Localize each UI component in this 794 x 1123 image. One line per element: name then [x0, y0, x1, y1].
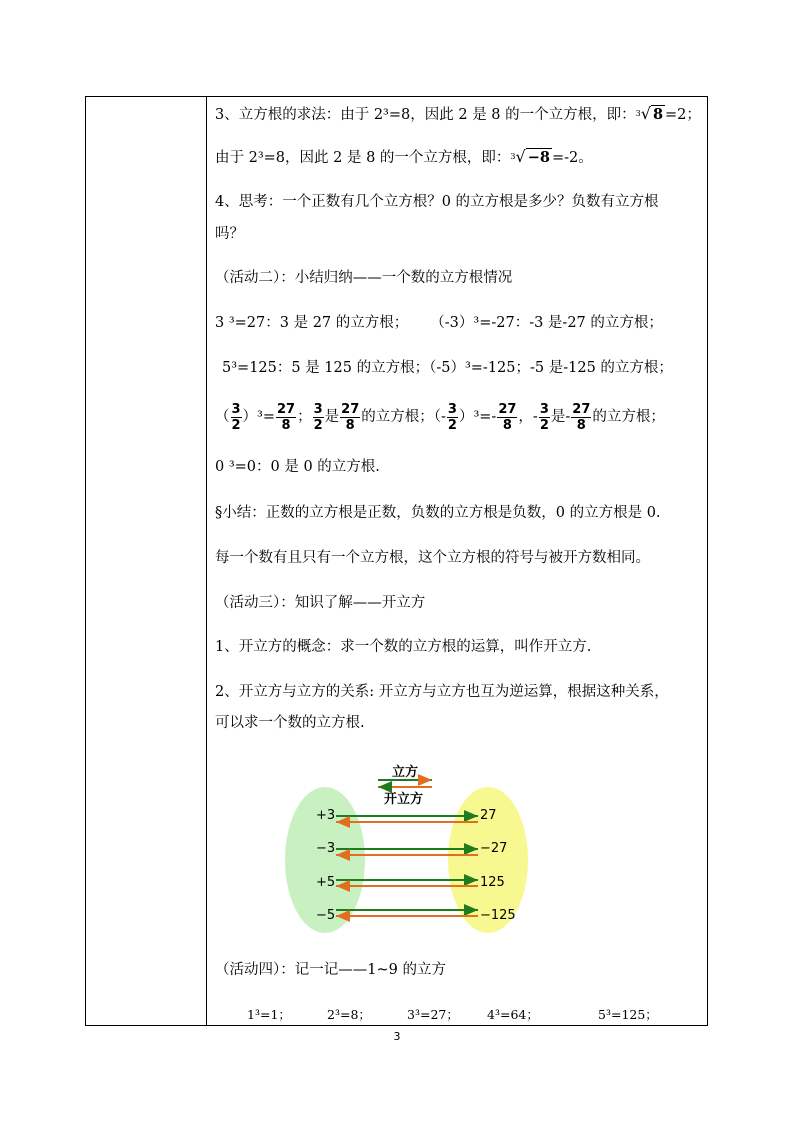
page-number: 3	[393, 1030, 401, 1043]
numerator: 3	[313, 401, 323, 417]
cube-fact: 1³=1；	[247, 1007, 291, 1022]
fraction	[276, 402, 296, 433]
line1-suffix: =2；	[665, 107, 701, 123]
radicand: 8	[652, 106, 664, 123]
right-value: 125	[480, 875, 505, 890]
numerator: 27	[498, 401, 517, 417]
text: ，-	[518, 409, 538, 425]
cube-fact: 3³=27；	[407, 1007, 459, 1022]
text: ；	[297, 409, 312, 425]
column-divider	[206, 97, 207, 1025]
fraction-example-row	[215, 397, 665, 437]
fraction	[539, 402, 550, 433]
numerator: 3	[539, 401, 549, 417]
cube-fact: 5³=125；	[598, 1007, 658, 1022]
concept-line: 1、开立方的概念：求一个数的立方根的运算，叫作开立方.	[215, 639, 592, 655]
activity4-heading: （活动四）：记一记——1~9 的立方	[215, 962, 446, 978]
cube-root-expression-2: $^3$√ −8	[510, 147, 550, 166]
example-row-2	[222, 358, 673, 378]
fraction	[231, 402, 242, 433]
example-2b: （-5）³=-125；-5 是-125 的立方根；	[429, 360, 673, 376]
activity2-heading: （活动二）：小结归纳——一个数的立方根情况	[215, 270, 513, 286]
numerator: 27	[341, 401, 360, 417]
example-1b: （-3）³=-27：-3 是-27 的立方根；	[430, 315, 663, 331]
denominator: 2	[231, 417, 241, 433]
numerator: 3	[447, 401, 457, 417]
fraction	[571, 402, 591, 433]
fraction	[447, 402, 458, 433]
fraction	[497, 402, 517, 433]
example-row-1	[215, 313, 663, 333]
cube-root-label: 开立方	[384, 792, 424, 807]
relation-line1: 2、开立方与立方的关系: 开立方与立方也互为逆运算，根据这种关系，	[215, 684, 669, 700]
numerator: 27	[277, 401, 296, 417]
left-value: +5	[316, 875, 336, 890]
denominator: 2	[539, 417, 549, 433]
denominator: 2	[313, 417, 323, 433]
think-question-line2: 吗？	[215, 226, 244, 242]
numerator: 27	[572, 401, 591, 417]
text: 的立方根；	[592, 409, 665, 425]
denominator: 8	[502, 417, 512, 433]
right-value: −125	[480, 908, 516, 923]
radicand: −8	[527, 149, 550, 166]
fraction	[313, 402, 324, 433]
numerator: 3	[231, 401, 241, 417]
denominator: 2	[447, 417, 457, 433]
cube-root-method-line2	[215, 147, 593, 168]
example-1a: 3 ³=27：3 是 27 的立方根；	[215, 315, 409, 331]
denominator: 8	[281, 417, 291, 433]
line2-text: 由于 2³=8，因此 2 是 8 的一个立方根，即：	[215, 150, 511, 166]
text: （-	[433, 409, 446, 425]
left-value: −3	[316, 841, 336, 856]
denominator: 8	[345, 417, 355, 433]
right-value: −27	[480, 841, 508, 856]
denominator: 8	[576, 417, 586, 433]
cube-mapping-diagram	[280, 760, 540, 935]
left-value: −5	[316, 908, 336, 923]
summary-line1: §小结：正数的立方根是正数，负数的立方根是负数，0 的立方根是 0.	[215, 505, 661, 521]
radical-index: 3	[635, 109, 641, 118]
fraction	[340, 402, 360, 433]
cube-fact: 4³=64；	[487, 1007, 539, 1022]
text: 是	[324, 409, 340, 425]
relation-line2: 可以求一个数的立方根.	[215, 715, 365, 731]
cube-label: 立方	[392, 765, 419, 780]
summary-line2: 每一个数有且只有一个立方根，这个立方根的符号与被开方数相同。	[215, 550, 650, 566]
cube-fact: 2³=8；	[327, 1007, 371, 1022]
text: 的立方根；	[361, 409, 434, 425]
cube-root-method-line1	[215, 104, 701, 125]
text: ）³=-	[458, 409, 497, 425]
right-value: 27	[480, 808, 497, 823]
cube-root-expression-1: $^3$√ 8	[635, 104, 664, 123]
think-question-line1: 4、思考：一个正数有几个立方根？0 的立方根是多少？负数有立方根	[215, 194, 659, 210]
paren-close-power: ）³=	[242, 409, 276, 425]
zero-cube-line: 0 ³=0：0 是 0 的立方根.	[215, 459, 380, 475]
line2-suffix: =-2。	[551, 150, 593, 166]
paren-open: （	[215, 409, 230, 425]
line1-text: 3、立方根的求法：由于 2³=8，因此 2 是 8 的一个立方根，即：	[215, 107, 636, 123]
left-value: +3	[316, 808, 336, 823]
radical-index: 3	[510, 152, 516, 161]
activity3-heading: （活动三）：知识了解——开立方	[215, 595, 426, 611]
example-2a: 5³=125：5 是 125 的立方根；	[222, 360, 430, 376]
text: 是-	[550, 409, 571, 425]
